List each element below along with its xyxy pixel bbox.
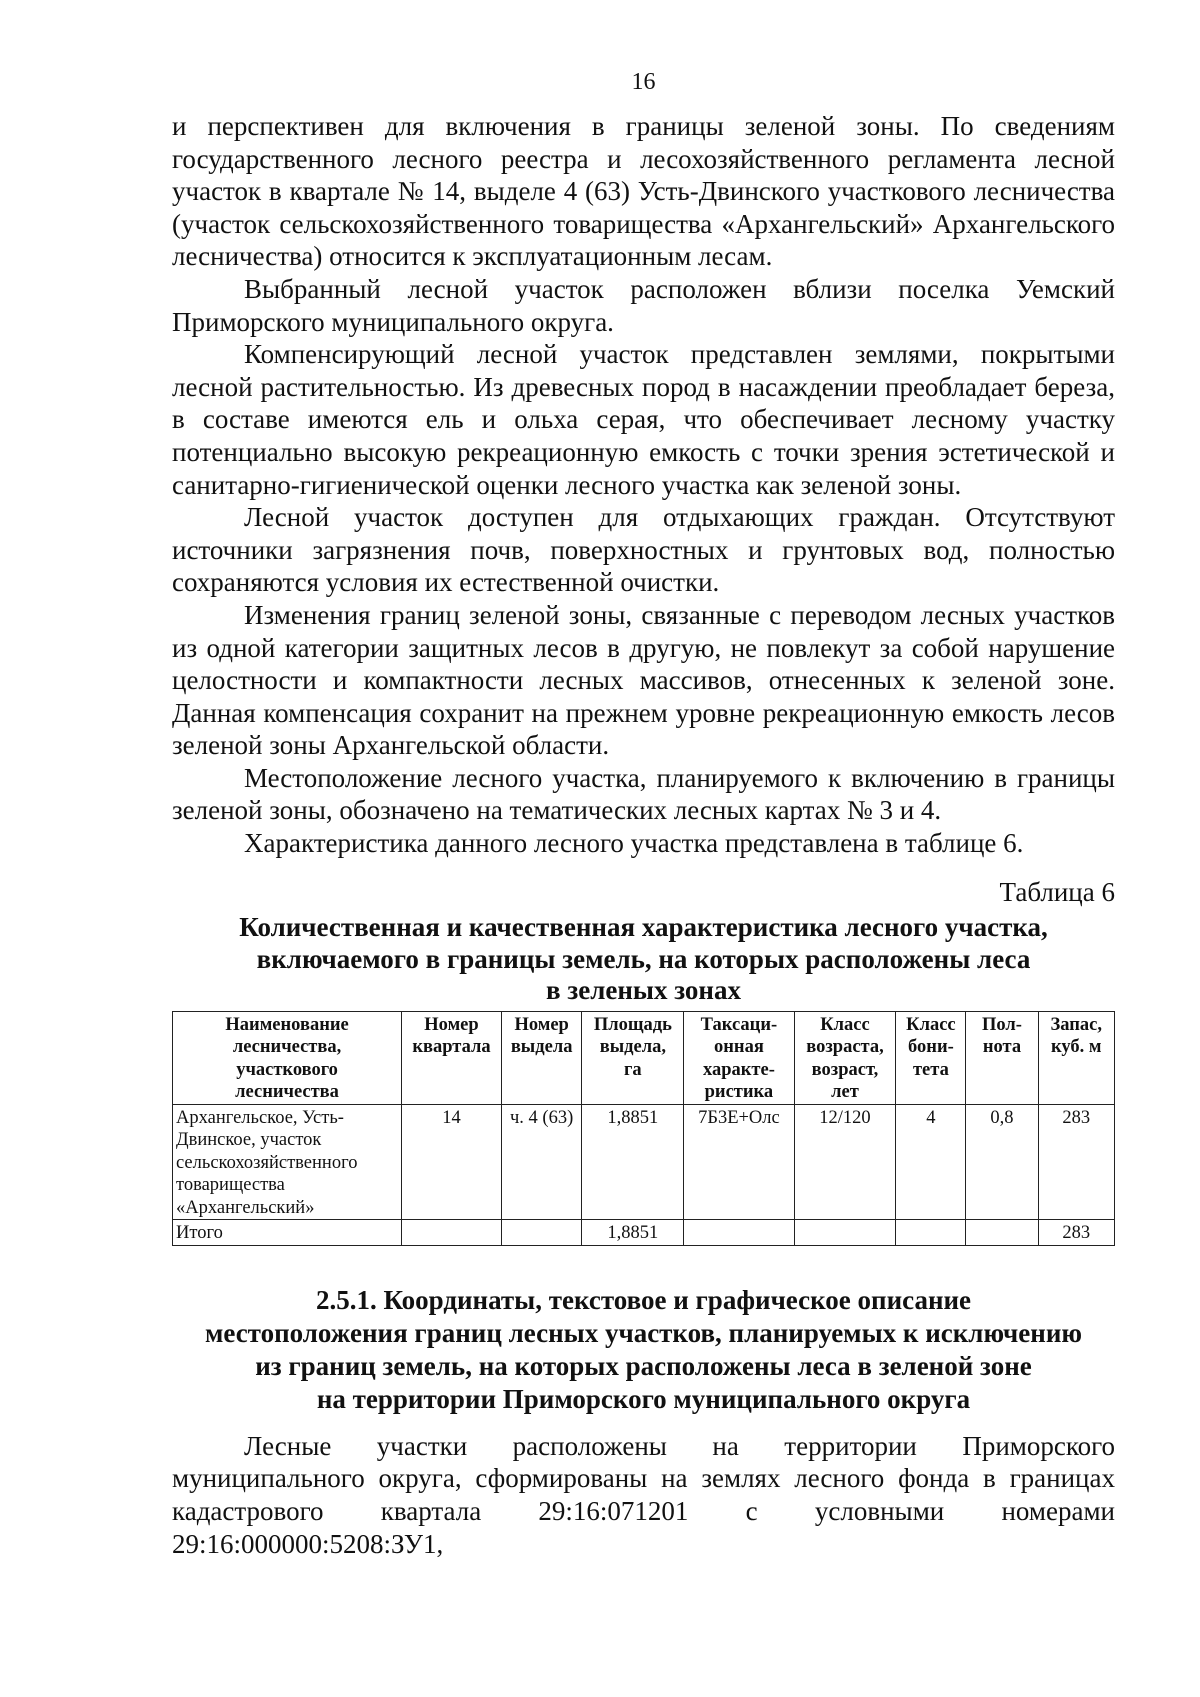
body-paragraph: Характеристика данного лесного участка представлена в таблице 6. [244,828,1024,859]
cell-zapas: 283 [1038,1104,1114,1220]
table-total-row [173,1220,1115,1246]
table-label: Таблица 6 [999,876,1115,907]
page-number: 16 [631,69,656,95]
cell-taxation: 7Б3Е+Олс [684,1104,794,1220]
header-vydel: Номер выдела [501,1011,582,1104]
cell-empty [684,1220,794,1246]
cell-area: 1,8851 [582,1104,684,1220]
section-heading-line: местоположения границ лесных участков, планируемых к исключению [204,1317,1083,1348]
cell-vydel: ч. 4 (63) [501,1104,582,1220]
header-zapas: Запас, куб. м [1038,1011,1114,1104]
table-header-row [173,1011,1115,1104]
cell-forestry-name: Архангельское, Усть- Двинское, участок сельскохозяйственного товарищества «Архангельский» [173,1104,402,1220]
body-paragraph: и перспективен для включения в границы зеленой зоны. По сведениям государственного лесного реестра и лесохозяйственного регламента лесной участок в квартале № 14, выделе 4 (63) Усть-Двинского участкового лесничества (участок сельскохозяйственного товарищества «Архангельский» Архангельского лесничества) относится к эксплуатационным лесам. [172,111,1115,272]
section-heading [172,1284,1115,1416]
body-paragraph: Компенсирующий лесной участок представлен землями, покрытыми лесной растительностью. Из древесных пород в насаждении преобладает береза, в составе имеются ель и ольха серая, что обеспечивает лесному участку потенциально высокую рекреационную емкость с точки зрения эстетической и санитарно-гигиенической оценки лесного участка как зеленой зоны. [172,339,1115,500]
cell-polnota: 0,8 [966,1104,1038,1220]
table-title-line: Количественная и качественная характеристика лесного участка, [239,912,1048,943]
section-heading-line: из границ земель, на которых расположены леса в зеленой зоне [255,1350,1032,1381]
table-title-line: включаемого в границы земель, на которых расположены леса [256,943,1031,974]
forest-plot-table [172,1011,1115,1246]
cell-empty [501,1220,582,1246]
cell-empty [896,1220,966,1246]
cell-empty [794,1220,896,1246]
header-kvartal: Номер квартала [402,1011,502,1104]
body-paragraph: Лесной участок доступен для отдыхающих граждан. Отсутствуют источники загрязнения почв, поверхностных и грунтовых вод, полностью сохраняются условия их естественной очистки. [172,502,1115,598]
section-heading-line: на территории Приморского муниципального округа [316,1383,971,1414]
section-heading-line: 2.5.1. Координаты, текстовое и графическое описание [315,1284,972,1315]
body-paragraph: Изменения границ зеленой зоны, связанные с переводом лесных участков из одной категории защитных лесов в другую, не повлекут за собой нарушение целостности и компактности лесных массивов, отнесенных к зеленой зоне. Данная компенсация сохранит на прежнем уровне рекреационную емкость лесов зеленой зоны Архангельской области. [172,599,1115,761]
table-title [172,912,1115,1007]
table-title-line: в зеленых зонах [546,975,741,1006]
body-paragraph: Лесные участки расположены на территории Приморского муниципального округа, сформированы на землях лесного фонда в границах кадастрового квартала 29:16:071201 с условными номерами 29:16:000000:5208:ЗУ1, [172,1430,1115,1559]
header-forestry-name: Наименование лесничества, участкового лесничества [173,1011,402,1104]
table-row [173,1104,1115,1220]
cell-total-zapas: 283 [1038,1220,1114,1246]
body-paragraph: Выбранный лесной участок расположен вблизи поселка Уемский Приморского муниципального округа. [172,273,1115,337]
header-polnota: Пол- нота [966,1011,1038,1104]
header-taxation: Таксаци- онная характе- ристика [684,1011,794,1104]
cell-total-area: 1,8851 [582,1220,684,1246]
cell-empty [402,1220,502,1246]
header-bonitet: Класс бони- тета [896,1011,966,1104]
cell-kvartal: 14 [402,1104,502,1220]
cell-age: 12/120 [794,1104,896,1220]
cell-bonitet: 4 [896,1104,966,1220]
cell-empty [966,1220,1038,1246]
cell-total-label: Итого [173,1220,402,1246]
header-area: Площадь выдела, га [582,1011,684,1104]
body-paragraph: Местоположение лесного участка, планируемого к включению в границы зеленой зоны, обозначено на тематических лесных картах № 3 и 4. [172,762,1115,826]
header-age-class: Класс возраста, возраст, лет [794,1011,896,1104]
